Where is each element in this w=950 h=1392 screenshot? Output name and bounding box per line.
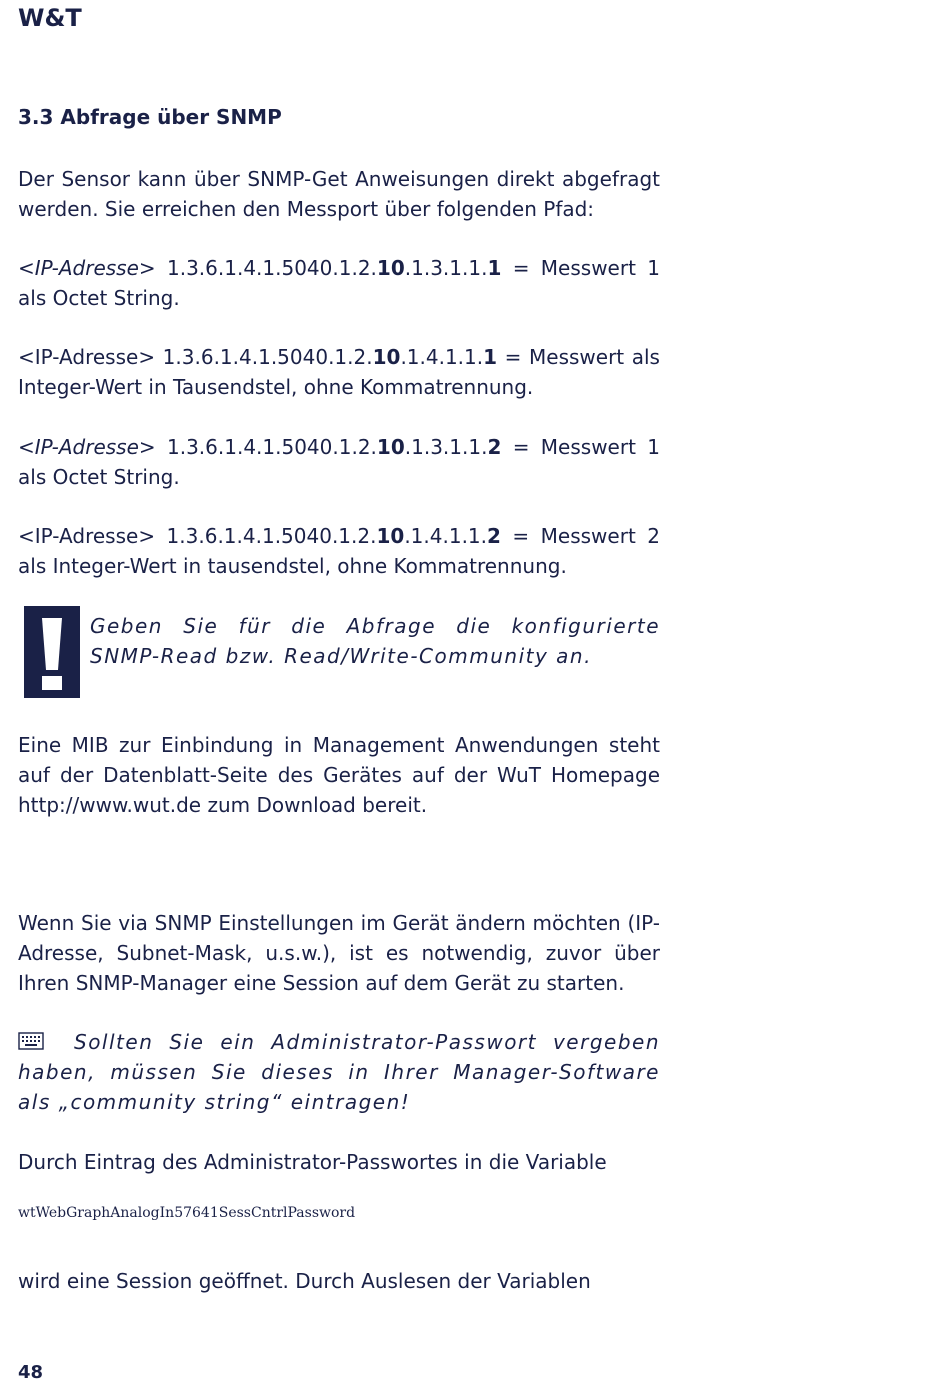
brand-logo: W&T — [18, 4, 82, 32]
warning-note: Geben Sie für die Abfrage die konfigurierte SNMP-Read bzw. Read/Write-Community an. — [90, 614, 660, 668]
oid-prefix: <IP-Adresse> — [18, 345, 156, 369]
tip-note: Sollten Sie ein Administrator-Passwort vergeben haben, müssen Sie dieses in Ihrer Manager-Software als „community string“ eintragen! — [18, 1030, 660, 1114]
oid-bold: 10 — [376, 435, 405, 459]
oid-entry — [18, 432, 660, 492]
oid-bold: 10 — [376, 256, 405, 280]
oid-description: = Messwert als Integer-Wert in Tausendstel, ohne Kommatrennung. — [18, 345, 660, 399]
oid-path: .1.3.1.1. — [404, 435, 488, 459]
mib-paragraph: Eine MIB zur Einbindung in Management Anwendungen steht auf der Datenblatt-Seite des Gerätes auf der WuT Homepage http://www.wut.de zum Download bereit. — [18, 733, 660, 817]
section-title: 3.3 Abfrage über SNMP — [18, 105, 282, 129]
oid-bold: 2 — [487, 435, 502, 459]
exclamation-icon — [24, 606, 80, 698]
oid-entry — [18, 253, 660, 313]
session-paragraph: Wenn Sie via SNMP Einstellungen im Gerät ändern möchten (IP-Adresse, Subnet-Mask, u.s.w.), ist es notwendig, zuvor über Ihren SNMP-Manager eine Session auf dem Gerät zu starten. — [18, 911, 660, 995]
oid-path: 1.3.6.1.4.1.5040.1.2. — [155, 256, 377, 280]
oid-path: 1.3.6.1.4.1.5040.1.2. — [155, 345, 373, 369]
oid-description: = Messwert 1 als Octet String. — [18, 435, 660, 489]
page-number: 48 — [18, 1362, 44, 1383]
oid-description: = Messwert 1 als Octet String. — [18, 256, 660, 310]
session-opened-paragraph: wird eine Session geöffnet. Durch Auslesen der Variablen — [18, 1269, 591, 1293]
oid-bold: 10 — [372, 345, 401, 369]
variable-name: wtWebGraphAnalogIn57641SessCntrlPassword — [18, 1205, 356, 1221]
entry-paragraph: Durch Eintrag des Administrator-Passwortes in die Variable — [18, 1150, 607, 1174]
oid-path: .1.4.1.1. — [400, 345, 484, 369]
oid-entry — [18, 342, 660, 402]
oid-path: 1.3.6.1.4.1.5040.1.2. — [155, 524, 377, 548]
oid-description: = Messwert 2 als Integer-Wert in tausendstel, ohne Kommatrennung. — [18, 524, 660, 578]
oid-prefix: <IP-Adresse> — [18, 524, 156, 548]
oid-path: .1.4.1.1. — [404, 524, 488, 548]
oid-entry — [18, 521, 660, 581]
oid-path: .1.3.1.1. — [404, 256, 488, 280]
intro-paragraph: Der Sensor kann über SNMP-Get Anweisungen direkt abgefragt werden. Sie erreichen den Messport über folgenden Pfad: — [18, 167, 660, 221]
oid-prefix: <IP-Adresse> — [18, 435, 156, 459]
oid-bold: 1 — [487, 256, 502, 280]
oid-bold: 1 — [483, 345, 498, 369]
oid-bold: 2 — [487, 524, 501, 548]
oid-bold: 10 — [376, 524, 405, 548]
oid-prefix: <IP-Adresse> — [18, 256, 156, 280]
oid-path: 1.3.6.1.4.1.5040.1.2. — [155, 435, 377, 459]
